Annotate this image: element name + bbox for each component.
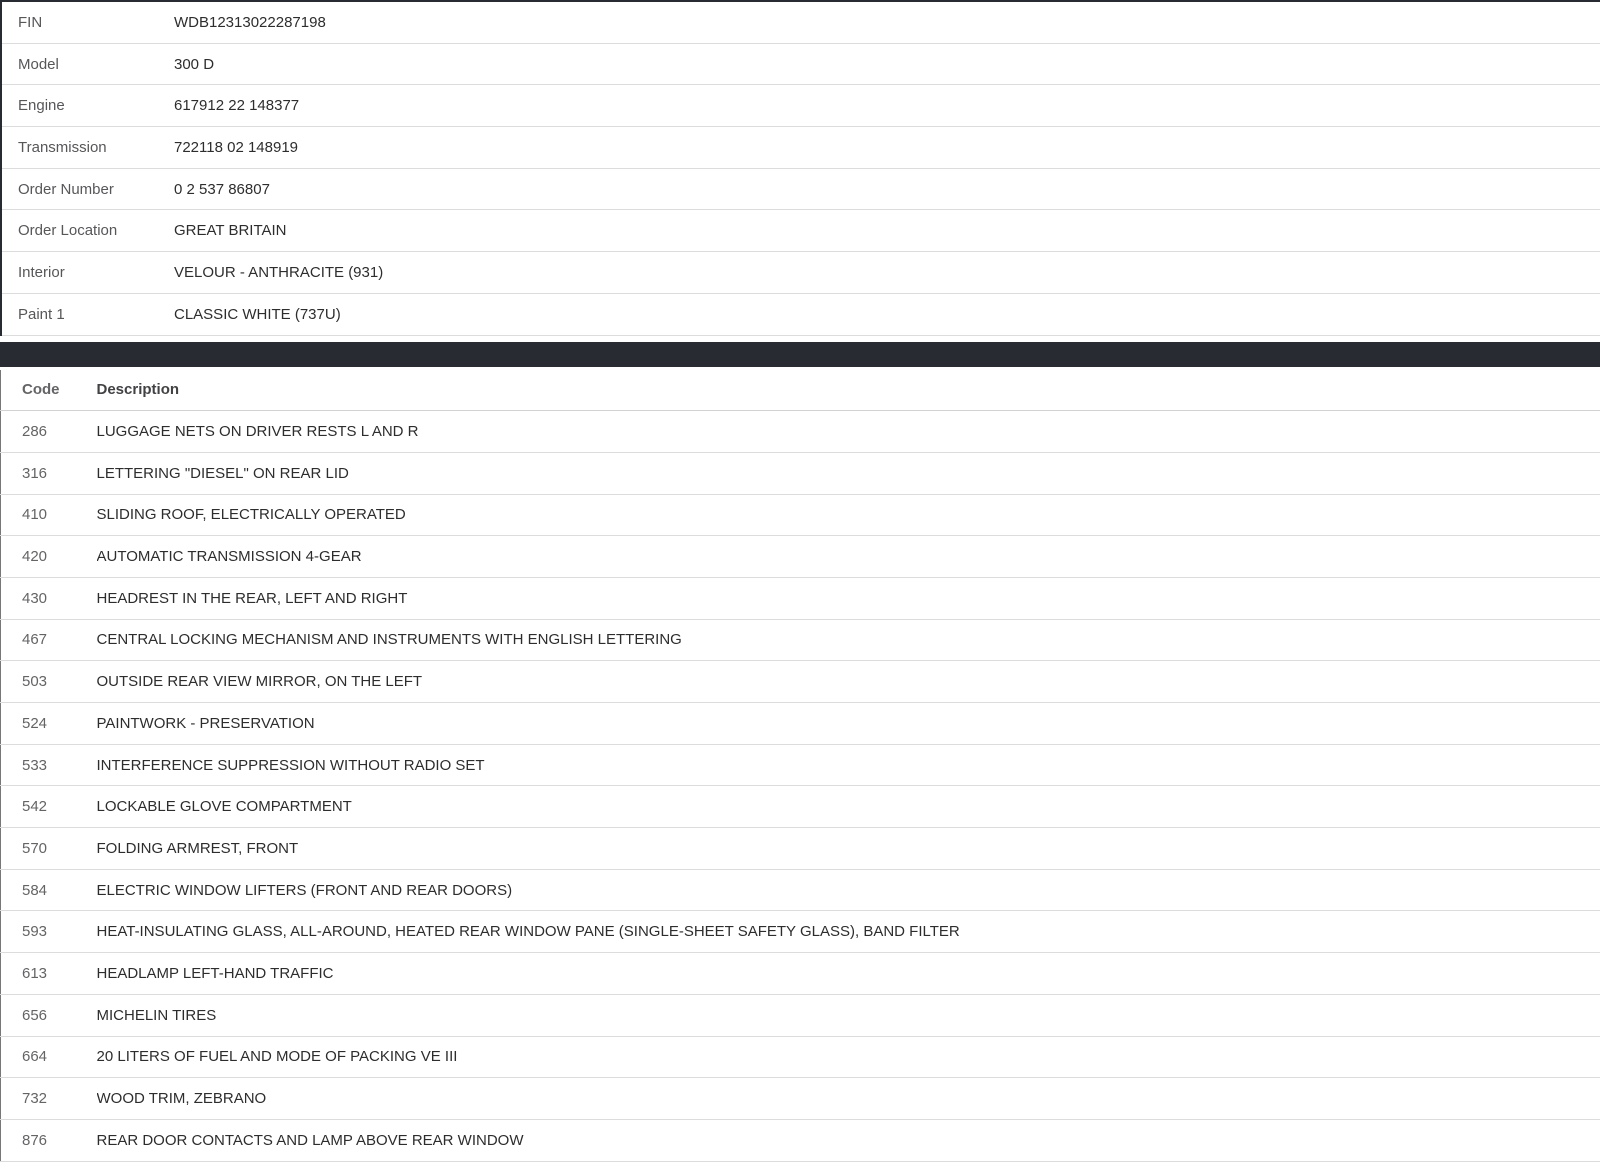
equipment-code: 316 [1,452,97,494]
equipment-code: 467 [1,619,97,661]
vehicle-info-row [1,293,1600,335]
vehicle-info-row [1,85,1600,127]
vehicle-info-table [0,0,1600,336]
equipment-code-row [1,411,1600,453]
code-column-header: Code [1,370,97,411]
equipment-code-row [1,953,1600,995]
equipment-code: 430 [1,577,97,619]
equipment-code-row [1,577,1600,619]
info-label: Order Location [1,210,174,252]
equipment-code-row [1,619,1600,661]
equipment-description: HEADREST IN THE REAR, LEFT AND RIGHT [97,577,1600,619]
vehicle-info-row [1,168,1600,210]
equipment-description: HEAT-INSULATING GLASS, ALL-AROUND, HEATED REAR WINDOW PANE (SINGLE-SHEET SAFETY GLASS), BAND FILTER [97,911,1600,953]
equipment-code-row [1,911,1600,953]
equipment-code: 533 [1,744,97,786]
equipment-description: INTERFERENCE SUPPRESSION WITHOUT RADIO SET [97,744,1600,786]
equipment-code-row [1,869,1600,911]
equipment-code: 664 [1,1036,97,1078]
equipment-code-row [1,661,1600,703]
equipment-description: ELECTRIC WINDOW LIFTERS (FRONT AND REAR DOORS) [97,869,1600,911]
equipment-code-row [1,994,1600,1036]
equipment-code: 410 [1,494,97,536]
equipment-description: WOOD TRIM, ZEBRANO [97,1078,1600,1120]
equipment-code: 584 [1,869,97,911]
equipment-description: HEADLAMP LEFT-HAND TRAFFIC [97,953,1600,995]
equipment-code-row [1,1078,1600,1120]
equipment-code: 570 [1,828,97,870]
equipment-description: PAINTWORK - PRESERVATION [97,703,1600,745]
info-label: Model [1,43,174,85]
equipment-description: SLIDING ROOF, ELECTRICALLY OPERATED [97,494,1600,536]
equipment-code: 732 [1,1078,97,1120]
vehicle-info-row [1,210,1600,252]
equipment-codes-table [0,370,1600,1162]
vehicle-info-row [1,252,1600,294]
vehicle-info-row [1,1,1600,43]
vehicle-info-row [1,127,1600,169]
section-divider-bar [0,342,1600,367]
equipment-code: 656 [1,994,97,1036]
info-label: Engine [1,85,174,127]
equipment-code: 286 [1,411,97,453]
equipment-code-row [1,786,1600,828]
codes-table-body [1,411,1600,1161]
equipment-code: 593 [1,911,97,953]
equipment-code: 503 [1,661,97,703]
info-value: GREAT BRITAIN [174,210,1600,252]
description-column-header: Description [97,370,1600,411]
info-label: Interior [1,252,174,294]
vehicle-info-row [1,43,1600,85]
equipment-description: REAR DOOR CONTACTS AND LAMP ABOVE REAR WINDOW [97,1119,1600,1161]
equipment-description: FOLDING ARMREST, FRONT [97,828,1600,870]
equipment-description: AUTOMATIC TRANSMISSION 4-GEAR [97,536,1600,578]
info-value: CLASSIC WHITE (737U) [174,293,1600,335]
info-value: VELOUR - ANTHRACITE (931) [174,252,1600,294]
info-label: Paint 1 [1,293,174,335]
codes-header-row [1,370,1600,411]
info-value: 0 2 537 86807 [174,168,1600,210]
equipment-description: CENTRAL LOCKING MECHANISM AND INSTRUMENTS WITH ENGLISH LETTERING [97,619,1600,661]
info-value: 617912 22 148377 [174,85,1600,127]
equipment-code: 524 [1,703,97,745]
equipment-description: LUGGAGE NETS ON DRIVER RESTS L AND R [97,411,1600,453]
info-value: 722118 02 148919 [174,127,1600,169]
info-label: FIN [1,1,174,43]
equipment-description: LETTERING "DIESEL" ON REAR LID [97,452,1600,494]
equipment-code-row [1,494,1600,536]
info-label: Transmission [1,127,174,169]
equipment-code-row [1,828,1600,870]
equipment-code-row [1,1119,1600,1161]
equipment-description: OUTSIDE REAR VIEW MIRROR, ON THE LEFT [97,661,1600,703]
equipment-code-row [1,452,1600,494]
equipment-description: LOCKABLE GLOVE COMPARTMENT [97,786,1600,828]
equipment-code-row [1,1036,1600,1078]
equipment-description: 20 LITERS OF FUEL AND MODE OF PACKING VE III [97,1036,1600,1078]
equipment-code-row [1,744,1600,786]
vehicle-info-body [1,1,1600,335]
equipment-code: 542 [1,786,97,828]
equipment-code-row [1,703,1600,745]
equipment-code: 613 [1,953,97,995]
info-label: Order Number [1,168,174,210]
equipment-code: 420 [1,536,97,578]
equipment-description: MICHELIN TIRES [97,994,1600,1036]
info-value: WDB12313022287198 [174,1,1600,43]
equipment-code-row [1,536,1600,578]
info-value: 300 D [174,43,1600,85]
equipment-code: 876 [1,1119,97,1161]
